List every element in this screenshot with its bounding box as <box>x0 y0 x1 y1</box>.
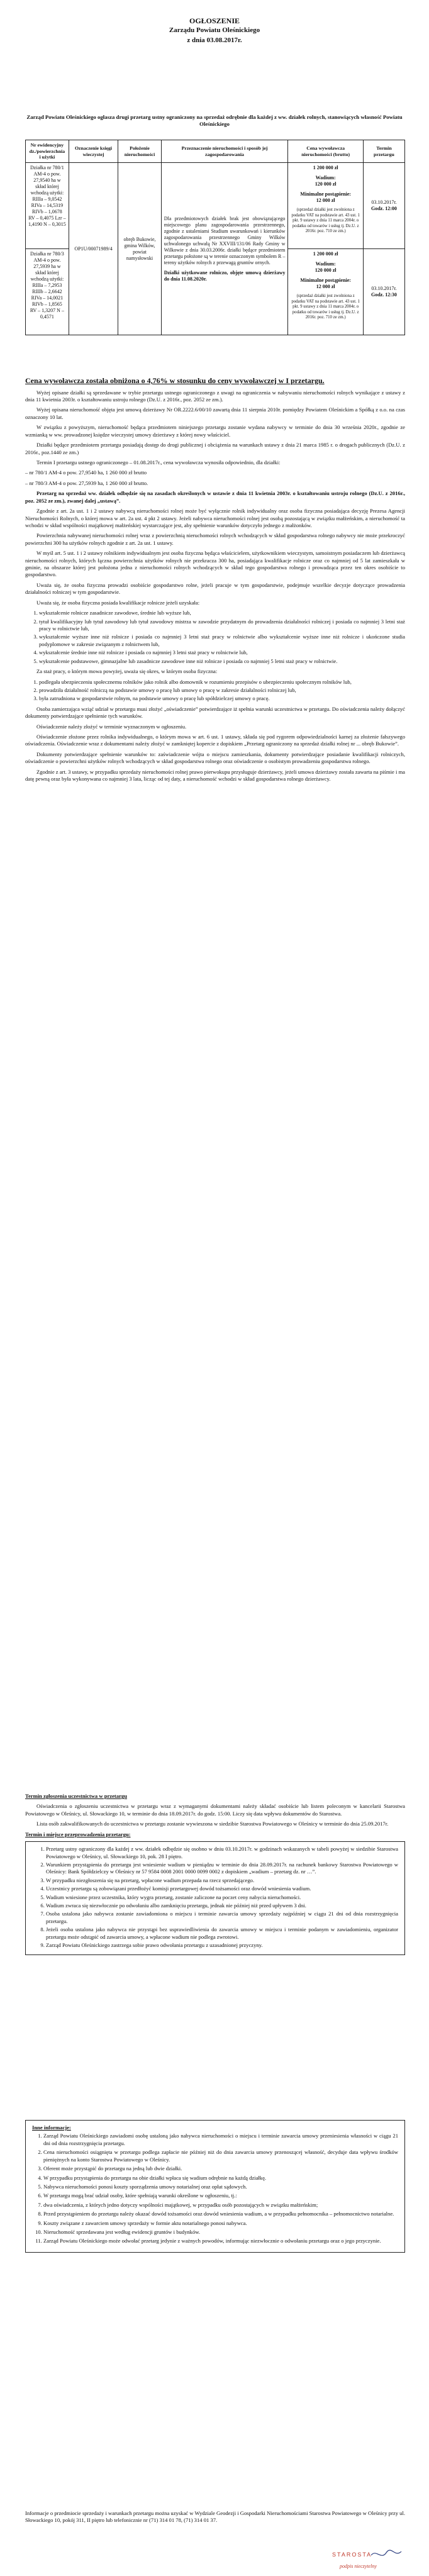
announcement-date: z dnia 03.08.2017r. <box>187 36 242 44</box>
list-item: 4. W przypadku przystąpienia do przetargu na obie działki wpłaca się wadium odrębnie na każdą działkę. <box>43 2175 398 2182</box>
list-item: 9. Koszty związane z zawarciem umowy sprzedaży w formie aktu notarialnego ponosi nabywca. <box>43 2220 398 2227</box>
col-header-price: Cena wywoławcza nieruchomości (brutto) <box>288 140 364 163</box>
list-item: 4. Uczestnicy przetargu są zobowiązani przedłożyć komisji przetargowej dowód tożsamości oraz dowód wniesienia wadium. <box>46 1885 398 1892</box>
body-paragraph: Zgodnie z art. 3 ustawy, w przypadku sprzedaży nieruchomości rolnej prawo pierwokupu przysługuje dzierżawcy, jeżeli umowa dzierżawy została zawarta na piśmie i ma datę pewną oraz była wykonywana co najmniej 3 lata, licząc od tej daty, a nieruchomość wchodzi w skład gospodarstwa rolnego dzierżawcy. <box>25 768 405 783</box>
col-header-kw: Oznaczenie księgi wieczystej <box>69 140 118 163</box>
list-item: 3. Oferent może przystąpić do przetargu na jedną lub dwie działki. <box>43 2165 398 2172</box>
table-row <box>26 163 405 249</box>
body-paragraph: Uważa się, że osoba fizyczna posiada kwalifikacje rolnicze jeżeli uzyskała: <box>36 599 200 606</box>
list-item: 4. wykształcenie średnie inne niż rolnicze i posiada co najmniej 3 letni staż pracy w rolnictwie lub, <box>39 649 405 656</box>
body-paragraph: Przetarg na sprzedaż ww. działek odbędzie się na zasadach określonych w ustawie z dnia 11 kwietnia 2003r. o kształtowaniu ustroju rolnego (Dz.U. z 2016r., poz. 2052 ze zm.), zwanej dalej „ustawą”. <box>25 490 405 504</box>
term-date: 03.10.2017r. <box>371 286 397 292</box>
price-reduction-heading: Cena wywoławcza została obniżona o 4,76% w stosunku do ceny wywoławczej w I przetargu. <box>25 376 325 385</box>
list-item: 8. Przed przystąpieniem do przetargu należy okazać dowód tożsamości oraz dowód wniesienia wadium, a w przypadku pełnomocnika – pełnomocnictwo notarialne. <box>43 2211 398 2217</box>
deposit-value: 120 000 zł <box>315 267 337 274</box>
list-item: 2. Warunkiem przystąpienia do przetargu jest wniesienie wadium w pieniądzu w terminie do dnia 28.09.2017r. na rachunek bankowy Starostwa Powiatowego w Oleśnicy: Bank Spółdzielczy w Oleśnicy nr 57 9584 0008 2001 0000 0099 0002 z dopiskiem „wadium – przetarg dz. nr …”. <box>46 1861 398 1876</box>
price-cell-2 <box>288 249 364 335</box>
body-paragraph: Uważa się, że osoba fizyczna prowadzi osobiście gospodarstwo rolne, jeżeli pracuje w tym gospodarstwie, podejmuje wszelkie decyzje dotyczące prowadzenia działalności rolniczej w tym gospodarstwie. <box>25 581 405 596</box>
deposit-label: Wadium: <box>315 261 336 267</box>
min-step-value: 12 000 zł <box>316 284 335 290</box>
terms-heading: Termin zgłoszenia uczestnictwa w przetargu <box>25 1793 127 1799</box>
list-item: 7. Osoba ustalona jako nabywca zostanie zawiadomiona o miejscu i terminie zawarcia umowy sprzedaży najpóźniej w ciągu 21 dni od dnia rozstrzygnięcia przetargu. <box>46 1910 398 1925</box>
announcement-authority: Zarządu Powiatu Oleśnickiego <box>169 26 260 34</box>
list-item: 5. Nabywca nieruchomości ponosi koszty sporządzenia umowy notarialnej oraz opłat sądowych. <box>43 2183 398 2190</box>
body-paragraph: Termin I przetargu ustnego ograniczonego – 01.08.2017r., cena wywoławcza wynosiła odpowiednio, dla działki: <box>36 459 281 466</box>
contact-footer: Informacje o przedmiocie sprzedaży i warunkach przetargu można uzyskać w Wydziale Geodezji i Gospodarki Nieruchomościami Starostwa Powiatowego w Oleśnicy przy ul. Słowackiego 10, pokój 311, II piętro lub telefonicznie nr (71) 314 01 78, (71) 314 01 37. <box>25 2510 405 2524</box>
lease-note: Działki użytkowane rolniczo, objęte umową dzierżawy do dnia 11.08.2020r. <box>164 269 286 282</box>
body-paragraph: Oświadczenie należy złożyć w terminie wyznaczonym w ogłoszeniu. <box>36 723 187 730</box>
property-table <box>25 140 405 335</box>
purpose-text: Dla przedmiotowych działek brak jest obowiązującego miejscowego planu zagospodarowania przestrzennego, zgodnie z ustaleniami Studium uwarunkowań i kierunków zagospodarowania przestrzennego Gminy Wilków uchwalonego uchwałą Nr XXVIII/131/06 Rady Gminy w Wilkowie z dnia 30.03.2006r. działki będące przedmiotem przetargu położone są w terenie oznaczonym symbolem R – tereny użytków rolnych z przewagą gruntów ornych. <box>164 215 286 265</box>
list-item: 1. Zarząd Powiatu Oleśnickiego zawiadomi osobę ustaloną jako nabywca nieruchomości o miejscu i terminie zawarcia umowy przeniesienia własności w ciągu 21 dni od dnia rozstrzygnięcia przetargu. <box>43 2133 398 2147</box>
col-header-term: Termin przetargu <box>363 140 404 163</box>
deposit-label: Wadium: <box>315 175 336 181</box>
list-item: 3. W przypadku niezgłoszenia się na przetarg, wpłacone wadium przepada na rzecz sprzedającego. <box>46 1877 398 1884</box>
terms-list-info: Lista osób zakwalifikowanych do uczestnictwa w przetargu zostanie wywieszona w siedzibie Starostwa Powiatowego w Oleśnicy w terminie do dnia 25.09.2017r. <box>36 1820 389 1827</box>
list-item: 2. Cena nieruchomości osiągnięta w przetargu podlega zapłacie nie później niż do dnia zawarcia umowy przenoszącej własność, decyduje data wpływu środków pieniężnych na konto Starostwa Powiatowego w Oleśnicy. <box>43 2149 398 2163</box>
body-paragraph: Wyżej opisane działki są sprzedawane w trybie przetargu ustnego ograniczonego z uwagi na ograniczenia w nabywaniu nieruchomości rolnych wynikające z ustawy z dnia 11 kwietnia 2003r. o kształtowaniu ustroju rolnego (Dz.U. z 2016r., poz. 2052 ze zm.). <box>25 389 405 403</box>
list-item: 1. Przetarg ustny ograniczony dla każdej z ww. działek odbędzie się osobno w dniu 03.10.2017r. w godzinach wskazanych w tabeli powyżej w siedzibie Starostwa Powiatowego w Oleśnicy, ul. Słowackiego 10, pok. 28 I piętro. <box>46 1846 398 1860</box>
list-item: 2. tytuł kwalifikacyjny lub tytuł zawodowy lub tytuł zawodowy mistrza w zawodzie przydatnym do prowadzenia działalności rolniczej i posiada co najmniej 3 letni staż pracy w rolnictwie lub, <box>39 618 405 633</box>
info-heading: Inne informacje: <box>32 2124 71 2131</box>
terms-text: Oświadczenia o zgłoszeniu uczestnictwa w przetargu wraz z wymaganymi dokumentami należy składać osobiście lub listem poleconym w kancelarii Starostwa Powiatowego w Oleśnicy, ul. Słowackiego 10, w terminie do dnia 18.09.2017r. do godz. 15:00. Liczy się data wpływu dokumentów do Starostwa. <box>25 1803 405 1817</box>
list-item: 1. wykształcenie rolnicze zasadnicze zawodowe, średnie lub wyższe lub, <box>39 610 405 616</box>
term-date: 03.10.2017r. <box>371 199 397 206</box>
vat-note: (sprzedaż działki jest zwolniona z podatku VAT na podstawie art. 43 ust. 1 pkt. 9 ustawy z dnia 11 marca 2004r. o podatku od towarów i usług tj. Dz.U. z 2016r. poz. 710 ze zm.) <box>291 208 360 234</box>
body-paragraph: Dokumenty potwierdzające spełnienie warunków to: zaświadczenie wójta o miejscu zamieszkania, dokumenty potwierdzające posiadanie kwalifikacji rolniczych, oświadczenie o powierzchni użytków rolnych wchodzących w skład gospodarstwa rolnego oraz oświadczenie o osobistym prowadzeniu gospodarstwa rolnego. <box>25 750 405 765</box>
body-paragraph: Wyżej opisana nieruchomość objęta jest umową dzierżawy Nr OR.2222.6/00/10 zawartą dnia 11 sierpnia 2010r. pomiędzy Powiatem Oleśnickim a Spółką z o.o. na czas oznaczony 10 lat. <box>25 406 405 420</box>
first-tender-price-2: – nr 780/3 AM-4 o pow. 27,5939 ha, 1 260 000 zł brutto. <box>25 479 148 486</box>
signature-stroke <box>371 2550 401 2555</box>
conditions-box <box>25 1841 405 1954</box>
body-paragraph: W związku z powyższym, nieruchomość będąca przedmiotem niniejszego przetargu zostanie wydana nabywcy w terminie do dnia 30 września 2020r., zgodnie ze wzmianką w ww. prowadzonej księdze wieczystej umowy dzierżawy z której nowy właściciel. <box>25 424 405 438</box>
list-item: 11. Zarząd Powiatu Oleśnickiego może odwołać przetarg jedynie z ważnych powodów, informując niezwłocznie o odwołaniu przetargu oraz o jego przyczynie. <box>43 2238 398 2244</box>
qualifications-list <box>25 610 405 665</box>
body-paragraph: Oświadczenie złożone przez rolnika indywidualnego, o którym mowa w art. 6 ust. 1 ustawy, składa się pod rygorem odpowiedzialności karnej za złożenie fałszywego oświadczenia. Oświadczenie wraz z dokumentami należy złożyć w zamkniętej kopercie z dopiskiem „Przetarg ograniczony na sprzedaż działki rolnej nr ... obręb Bukowie”. <box>25 733 405 747</box>
col-header-location: Położenie nieruchomości <box>118 140 161 163</box>
signature-icon <box>327 2548 409 2573</box>
purpose-cell <box>161 163 288 335</box>
price-value: 1 200 000 zł <box>313 251 338 257</box>
list-item: 5. wykształcenie podstawowe, gimnazjalne lub zasadnicze zawodowe inne niż rolnicze i posiada co najmniej 5 letni staż pracy w rolnictwie. <box>39 658 405 665</box>
list-item: 2. prowadziła działalność rolniczą na podstawie umowy o pracę lub umowy o pracę w zakresie działalności rolniczej lub, <box>39 687 405 694</box>
stamp-title: STAROSTA <box>332 2551 372 2558</box>
body-paragraph: Osoba zamierzająca wziąć udział w przetargu musi złożyć „oświadczenie” potwierdzające iż spełnia warunki uczestnictwa w przetargu. Do oświadczenia należy dołączyć dokumenty potwierdzające spełnienie tych warunków. <box>25 705 405 720</box>
announcement-title: OGŁOSZENIE <box>189 16 240 25</box>
price-value: 1 200 000 zł <box>313 165 338 171</box>
work-experience-list <box>25 679 405 703</box>
body-paragraph: Powierzchnia nabywanej nieruchomości rolnej wraz z powierzchnią nieruchomości rolnych wchodzących w skład gospodarstwa rolnego nabywcy nie może przekroczyć powierzchni 300 ha użytków rolnych zgodnie z art. 2a ust. 1 ustawy. <box>25 532 405 546</box>
intro-text: Zarząd Powiatu Oleśnickiego ogłasza drugi przetarg ustny ograniczony na sprzedaż odrębnie dla każdej z ww. działek rolnych, stanowiących własność Powiatu Oleśnickiego <box>26 114 403 128</box>
conditions-list <box>32 1846 398 1949</box>
deposit-value: 120 000 zł <box>315 181 337 187</box>
list-item: 6. Wadium zwraca się niezwłocznie po odwołaniu albo zamknięciu przetargu, jednak nie później niż przed upływem 3 dni. <box>46 1902 398 1909</box>
terms-section <box>25 1793 405 1955</box>
list-item: 3. była zatrudniona w gospodarstwie rolnym, na podstawie umowy o pracę lub spółdzielczej umowy o pracę. <box>39 695 405 702</box>
col-header-purpose: Przeznaczenie nieruchomości i sposób jej zagospodarowania <box>161 140 288 163</box>
term-cell-1 <box>363 163 404 249</box>
list-item: 3. wykształcenie wyższe inne niż rolnicze i posiada co najmniej 3 letni staż pracy w rolnictwie albo wykształcenie wyższe inne niż rolnicze i ukończone studia podyplomowe w zakresie związanym z rolnictwem lub, <box>39 633 405 648</box>
body-paragraph: Za staż pracy, o którym mowa powyżej, uważa się okres, w którym osoba fizyczna: <box>36 668 218 675</box>
first-tender-price-1: – nr 780/1 AM-4 o pow. 27,9540 ha, 1 260 000 zł brutto <box>25 469 147 476</box>
price-cell-1 <box>288 163 364 249</box>
signature-stamp <box>327 2548 409 2573</box>
land-register-number: OP1U/00071989/4 <box>69 163 118 335</box>
min-step-label: Minimalne postąpienie: <box>300 277 351 284</box>
list-item: 10. Nieruchomość sprzedawana jest według ewidencji gruntów i budynków. <box>43 2229 398 2236</box>
main-body <box>25 376 405 786</box>
body-paragraph: Działki będące przedmiotem przetargu posiadają dostęp do drogi publicznej i obciążenia na warunkach ustawy z dnia 21 marca 1985 r. o drogach publicznych (Dz.U. z 2016r., poz.1440 ze zm.) <box>25 442 405 455</box>
list-item: 6. W przetargu mogą brać udział osoby, które spełniają warunki określone w ogłoszeniu, tj.: <box>43 2192 398 2199</box>
parcel-780-1: Działka nr 780/1 AM-4 o pow. 27,9540 ha w skład której wchodzą użytki: RIIIa – 9,0542 RIVa – 14,5319 RIVb – 1,0678 RV – 0,4075 Lzr – 1,4190 N – 0,3015 <box>26 163 69 249</box>
min-step-label: Minimalne postąpienie: <box>300 191 351 198</box>
location-cell: obręb Bukowie, gmina Wilków, powiat namysłowski <box>118 163 161 335</box>
list-item: 7. dwa oświadczenia, z których jedno dotyczy wspólności majątkowej, w przypadku osób pozostających w związku małżeńskim; <box>43 2202 398 2209</box>
term-time: Godz. 12:30 <box>371 292 397 298</box>
list-item: 9. Zarząd Powiatu Oleśnickiego zastrzega sobie prawo odwołania przetargu z uzasadnionej przyczyny. <box>46 1942 398 1949</box>
body-paragraph: Zgodnie z art. 2a ust. 1 i 2 ustawy nabywcą nieruchomości rolnej może być wyłącznie rolnik indywidualny oraz osoba fizyczna posiadająca decyzję Prezesa Agencji Nieruchomości Rolnych, o której mowa w art. 2a ust. 4 pkt 2 ustawy. Jeżeli nabywca nieruchomości rolnej jest osobą pozostającą w związku małżeńskim, a nieruchomość ta wchodzi w skład wspólności majątkowej małżeńskiej wystarczające jest, aby spełnienie warunków dotyczyło jednego z małżonków. <box>25 508 405 528</box>
info-list <box>32 2133 398 2244</box>
stamp-subtitle: podpis nieczytelny <box>340 2563 377 2569</box>
min-step-value: 12 000 zł <box>316 198 335 204</box>
list-item: 1. podlegała ubezpieczeniu społecznemu rolników jako rolnik albo domownik w rozumieniu przepisów o ubezpieczeniu społecznym rolników lub, <box>39 679 405 686</box>
col-header-parcel: Nr ewidencyjny dz./powierzchnia i użytki <box>26 140 69 163</box>
term-cell-2 <box>363 249 404 335</box>
vat-note: (sprzedaż działki jest zwolniona z podatku VAT na podstawie art. 43 ust. 1 pkt. 9 ustawy z dnia 11 marca 2004r. o podatku od towarów i usług tj. Dz.U. z 2016r. poz. 710 ze zm.) <box>291 294 360 320</box>
list-item: 8. Jeżeli osoba ustalona jako nabywca nie przystąpi bez usprawiedliwienia do zawarcia umowy w miejscu i terminie podanym w zawiadomieniu, organizator przetargu może odstąpić od zawarcia umowy, a wpłacone wadium nie podlega zwrotowi. <box>46 1926 398 1941</box>
term-time: Godz. 12:00 <box>371 206 397 212</box>
other-info-box <box>25 2120 405 2253</box>
list-item: 5. Wadium wniesione przez uczestnika, który wygra przetarg, zostanie zaliczone na poczet ceny nabycia nieruchomości. <box>46 1894 398 1901</box>
body-paragraph: W myśl art. 5 ust. 1 i 2 ustawy rolnikiem indywidualnym jest osoba fizyczna będąca właścicielem, użytkownikiem wieczystym, samoistnym posiadaczem lub dzierżawcą nieruchomości rolnych, których łączna powierzchnia użytków rolnych nie przekracza 300 ha, posiadająca kwalifikacje rolnicze oraz co najmniej od 5 lat zamieszkała w gminie, na obszarze której jest położona jedna z nieruchomości rolnych wchodzących w skład tego gospodarstwa rolnego i prowadząca przez ten okres osobiście to gospodarstwo. <box>25 550 405 578</box>
table-header-row <box>26 140 405 163</box>
conditions-heading: Termin i miejsce przeprowadzenia przetargu: <box>25 1831 131 1837</box>
parcel-780-3: Działka nr 780/3 AM-4 o pow. 27,5939 ha w skład której wchodzą użytki: RIIIa – 7,2953 RIIIb – 2,6642 RIVa – 14,0021 RIVb – 1,8565 RV – 1,3207 N – 0,4571 <box>26 249 69 335</box>
